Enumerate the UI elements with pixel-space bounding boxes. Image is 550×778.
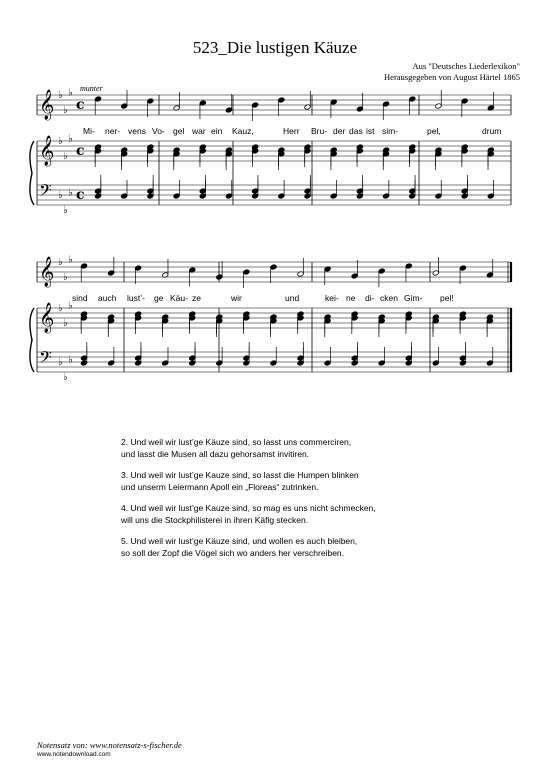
lyric-syllable: di- <box>365 293 375 303</box>
piano-brace <box>30 141 34 205</box>
common-time-icon: c <box>76 143 85 159</box>
lyric-syllable: Gim- <box>404 293 423 303</box>
lyric-syllable: vens <box>128 126 146 136</box>
lyric-syllable: ge <box>154 293 164 303</box>
treble-clef-icon: 𝄞 <box>39 303 55 333</box>
lyric-syllable: gel <box>173 126 185 136</box>
lyric-syllable: ist <box>366 126 375 136</box>
verse-line: 2. Und weil wir lust’ge Käuze sind, so lasst uns commerciren, <box>121 437 352 447</box>
lyric-syllable: und <box>285 293 300 303</box>
lyric-syllable: ne <box>346 293 356 303</box>
lyric-syllable: Kauz, <box>232 126 254 136</box>
verse-line: 3. Und weil wir lust’ge Kauze sind, so lasst die Humpen blinken <box>121 470 359 480</box>
verse-line: und lasst die Musen all dazu gehorsamst invitiren. <box>121 448 310 459</box>
additional-verses <box>121 437 376 569</box>
lyric-syllable: cken <box>380 293 398 303</box>
lyric-syllable: ein <box>211 126 223 136</box>
verse-4 <box>121 503 376 526</box>
lyric-syllable: sim- <box>382 126 399 136</box>
lyric-syllable: drum <box>482 126 502 136</box>
flat-icon: ♭ <box>58 357 63 368</box>
flat-icon: ♭ <box>63 151 68 162</box>
flat-icon: ♭ <box>63 318 68 329</box>
flat-icon: ♭ <box>58 90 63 101</box>
flat-icon: ♭ <box>63 272 68 283</box>
common-time-icon: c <box>76 97 85 113</box>
verse-line: und unserm Leiermann Apoll ein „Floreas“ zutrinken. <box>121 481 319 492</box>
lyric-syllable: Bru- <box>311 126 328 136</box>
page-title: 523_Die lustigen Käuze <box>192 38 358 57</box>
flat-icon: ♭ <box>68 300 73 312</box>
lyric-syllable: ze <box>192 293 201 303</box>
flat-icon: ♭ <box>63 372 68 383</box>
treble-clef-icon: 𝄞 <box>39 136 55 166</box>
flat-icon: ♭ <box>68 354 73 366</box>
piano-brace <box>30 308 34 372</box>
flat-icon: ♭ <box>58 190 63 201</box>
source-line-1: Aus "Deutsches Liederlexikon" <box>412 61 520 71</box>
verse-line: 4. Und weil wir lust’ge Kauze sind, so mag es uns nicht schmecken, <box>121 503 376 513</box>
lyric-syllable: pel! <box>440 293 454 303</box>
footer-credit: Notensatz von: www.notensatz-s-fischer.de <box>37 740 182 750</box>
source-line-2: Herausgegeben von August Härtel 1865 <box>384 72 520 82</box>
lyric-syllable: ner- <box>105 126 121 136</box>
flat-icon: ♭ <box>58 136 63 147</box>
lyric-syllable: Mi- <box>83 126 95 136</box>
flat-icon: ♭ <box>58 303 63 314</box>
verse-line: so soll der Zopf die Vögel sich wo anders her verschreiben. <box>121 547 345 558</box>
verse-2 <box>121 437 376 460</box>
lyric-syllable: war <box>192 126 206 136</box>
lyric-syllable: lust’- <box>127 293 145 303</box>
tempo-marking: munter <box>80 84 103 93</box>
treble-clef-icon: 𝄞 <box>39 90 55 120</box>
flat-icon: ♭ <box>58 257 63 268</box>
verse-5 <box>121 536 376 559</box>
lyric-syllable: Vo- <box>152 126 165 136</box>
common-time-icon: c <box>76 187 85 203</box>
lyric-syllable: das <box>349 126 363 136</box>
flat-icon: ♭ <box>68 87 73 99</box>
lyric-syllable: Herr <box>283 126 300 136</box>
flat-icon: ♭ <box>63 205 68 216</box>
lyric-syllable: kei- <box>325 293 339 303</box>
bass-clef-icon: 𝄢 <box>39 180 52 204</box>
flat-icon: ♭ <box>68 254 73 266</box>
footer-url: www.notendownload.com <box>37 751 111 758</box>
lyric-syllable: Käu- <box>170 293 188 303</box>
verse-3 <box>121 470 376 493</box>
flat-icon: ♭ <box>68 187 73 199</box>
lyric-syllable: der <box>333 126 346 136</box>
flat-icon: ♭ <box>63 105 68 116</box>
verse-line: 5. Und weil wir lust’ge Käuze sind, und wollen es auch bleiben, <box>121 536 358 546</box>
lyric-syllable: pel, <box>427 126 441 136</box>
treble-clef-icon: 𝄞 <box>39 257 55 287</box>
bass-clef-icon: 𝄢 <box>39 347 52 371</box>
flat-icon: ♭ <box>68 133 73 145</box>
verse-line: will uns die Stockphilisterei in ihren Käfig stecken. <box>121 514 309 525</box>
lyric-syllable: auch <box>98 293 117 303</box>
lyric-syllable: wir <box>231 293 242 303</box>
lyric-syllable: sind <box>72 293 88 303</box>
